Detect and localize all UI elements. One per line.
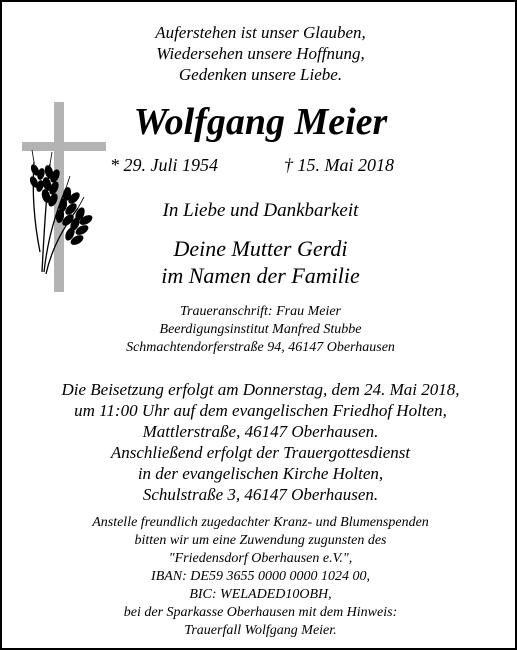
- donation-line: Anstelle freundlich zugedachter Kranz- und Blumenspenden: [92, 515, 429, 530]
- death-date: † 15. Mai 2018: [284, 155, 394, 175]
- family-line: Deine Mutter Gerdi: [173, 236, 348, 261]
- donation-line: BIC: WELADED10OBH,: [189, 587, 332, 602]
- verse-line: Gedenken unsere Liebe.: [178, 65, 343, 84]
- deceased-name: Wolfgang Meier: [133, 101, 388, 143]
- funeral-line: um 11:00 Uhr auf dem evangelischen Friedhof Holten,: [74, 401, 447, 420]
- address-line: Schmachtendorferstraße 94, 46147 Oberhausen: [126, 340, 395, 355]
- donation-line: bitten wir um eine Zuwendung zugunsten des: [134, 533, 387, 548]
- donation-request: [2, 514, 517, 640]
- funeral-line: Die Beisetzung erfolgt am Donnerstag, dem 24. Mai 2018,: [61, 380, 460, 399]
- family-signature: [2, 235, 517, 289]
- thanks-line: In Liebe und Dankbarkeit: [162, 200, 359, 221]
- donation-line: "Friedensdorf Oberhausen e.V.",: [168, 551, 353, 566]
- funeral-line: in der evangelischen Kirche Holten,: [137, 464, 384, 483]
- funeral-line: Schulstraße 3, 46147 Oberhausen.: [142, 485, 379, 504]
- birth-date: * 29. Juli 1954: [110, 155, 218, 175]
- donation-line: bei der Sparkasse Oberhausen mit dem Hinweis:: [123, 605, 398, 620]
- verse-line: Wiedersehen unsere Hoffnung,: [156, 44, 365, 63]
- address-line: Traueranschrift: Frau Meier: [180, 304, 341, 319]
- family-line: im Namen der Familie: [161, 263, 360, 288]
- funeral-details: [2, 379, 517, 505]
- address-line: Beerdigungsinstitut Manfred Stubbe: [159, 322, 362, 337]
- verse-line: Auferstehen ist unser Glauben,: [155, 23, 366, 42]
- donation-line: IBAN: DE59 3655 0000 0000 1024 00,: [151, 569, 370, 584]
- mourning-address: [2, 303, 517, 357]
- funeral-line: Mattlerstraße, 46147 Oberhausen.: [142, 422, 379, 441]
- funeral-line: Anschließend erfolgt der Trauergottesdienst: [110, 443, 411, 462]
- donation-line: Trauerfall Wolfgang Meier.: [184, 623, 337, 638]
- verse: [2, 22, 517, 85]
